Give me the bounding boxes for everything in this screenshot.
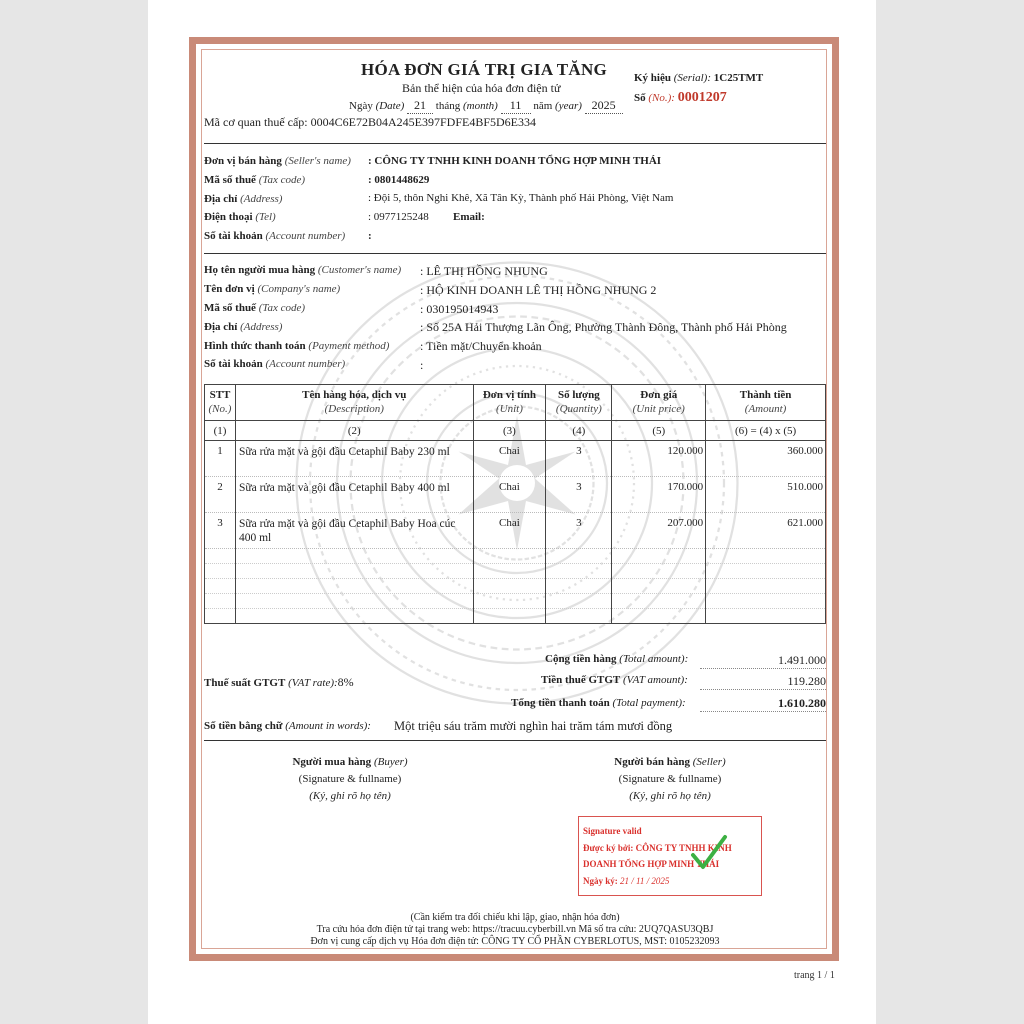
vat-rate-label: Thuế suất GTGT (VAT rate):8% <box>204 675 354 689</box>
header-description: Tên hàng hóa, dịch vụ (Description) <box>235 385 473 421</box>
seller-signature-hint-vi: (Ký, ghi rõ họ tên) <box>629 790 711 802</box>
buyer-tax-code: : 030195014943 <box>420 302 499 316</box>
buyer-name: : LÊ THỊ HỒNG NHUNG <box>420 264 548 278</box>
buyer-company: : HỘ KINH DOANH LÊ THỊ HỒNG NHUNG 2 <box>420 283 657 297</box>
table-row: 3 Sữa rửa mặt và gội đầu Cetaphil Baby Hoa cúc 400 ml Chai 3 207.000 621.000 <box>205 513 826 549</box>
tax-authority-code: Mã cơ quan thuế cấp: 0004C6E72B04A245E397FDFE4BF5D6E334 <box>204 115 536 129</box>
table-row: 2 Sữa rửa mặt và gội đầu Cetaphil Baby 400 ml Chai 3 170.000 510.000 <box>205 477 826 513</box>
seller-account: : <box>368 230 372 242</box>
buyer-address: : Số 25A Hải Thượng Lãn Ông, Phường Thành Đông, Thành phố Hải Phòng <box>420 320 787 334</box>
seller-tax-label: Mã số thuế (Tax code) <box>204 174 306 186</box>
header-unit-price: Đơn giá (Unit price) <box>612 385 706 421</box>
buyer-company-label: Tên đơn vị (Company's name) <box>204 283 341 295</box>
invoice-date: Ngày (Date) 21 tháng (month) 11 năm (year) 2025 <box>349 98 623 114</box>
seller-account-label: Số tài khoản (Account number) <box>204 230 346 242</box>
table-empty-row <box>205 609 826 624</box>
divider <box>204 253 826 254</box>
vat-amount-value: 119.280 <box>700 674 826 690</box>
invoice-number: Số (No.): 0001207 <box>634 90 727 105</box>
divider <box>204 143 826 144</box>
buyer-address-label: Địa chỉ (Address) <box>204 321 283 333</box>
seller-signature-title: Người bán hàng (Seller) <box>614 756 726 768</box>
buyer-payment: : Tiền mặt/Chuyển khoản <box>420 339 542 353</box>
check-icon <box>689 833 729 873</box>
seller-email-label: Email: <box>453 211 485 223</box>
seller-tax-code: : 0801448629 <box>368 174 430 186</box>
date-year: 2025 <box>585 98 623 114</box>
footer-provider: Đơn vị cung cấp dịch vụ Hóa đơn điện tử: CÔNG TY CỔ PHẦN CYBERLOTUS, MST: 0105232093 <box>310 936 720 947</box>
seller-tel-label: Điện thoại (Tel) <box>204 211 276 223</box>
seller-name: : CÔNG TY TNHH KINH DOANH TỔNG HỢP MINH THÁI <box>368 155 662 167</box>
seller-signature-hint-en: (Signature & fullname) <box>618 773 722 785</box>
buyer-account-label: Số tài khoản (Account number) <box>204 358 346 370</box>
buyer-signature-hint-vi: (Ký, ghi rõ họ tên) <box>309 790 391 802</box>
seller-address-label: Địa chỉ (Address) <box>204 193 283 205</box>
date-day: 21 <box>407 98 433 114</box>
seller-tel: : 0977125248 <box>368 211 429 223</box>
subtotal-value: 1.491.000 <box>700 653 826 669</box>
total-payment-value: 1.610.280 <box>700 696 826 712</box>
invoice-subtitle: Bản thể hiện của hóa đơn điện tử <box>402 81 561 95</box>
invoice-serial: Ký hiệu (Serial): 1C25TMT <box>634 72 764 84</box>
digital-signature-box <box>578 816 762 896</box>
date-month: 11 <box>501 98 531 114</box>
table-index-row: (1) (2) (3) (4) (5) (6) = (4) x (5) <box>205 421 826 441</box>
seller-address: : Đội 5, thôn Nghi Khê, Xã Tân Kỳ, Thành phố Hải Phòng, Việt Nam <box>368 192 674 204</box>
amount-in-words-label: Số tiền bằng chữ (Amount in words): <box>204 720 371 732</box>
invoice-title: HÓA ĐƠN GIÁ TRỊ GIA TĂNG <box>361 60 608 79</box>
vat-amount-label: Tiền thuế GTGT (VAT amount): <box>541 674 688 686</box>
page-number: trang 1 / 1 <box>794 970 835 981</box>
items-table <box>204 384 826 624</box>
buyer-payment-label: Hình thức thanh toán (Payment method) <box>204 340 390 352</box>
amount-in-words: Một triệu sáu trăm mười nghìn hai trăm tám mươi đồng <box>394 719 673 733</box>
header-amount: Thành tiền (Amount) <box>706 385 826 421</box>
buyer-signature-title: Người mua hàng (Buyer) <box>292 756 408 768</box>
footer-lookup: Tra cứu hóa đơn điện tử tại trang web: https://tracuu.cyberbill.vn Mã số tra cứu: 2UQ7QASU3QBJ <box>316 924 714 935</box>
signed-by-line2: DOANH TỔNG HỢP MINH THÁI <box>583 859 720 869</box>
table-empty-row <box>205 594 826 609</box>
subtotal-label: Cộng tiền hàng (Total amount): <box>545 653 689 665</box>
seller-name-label: Đơn vị bán hàng (Seller's name) <box>204 155 351 167</box>
buyer-name-label: Họ tên người mua hàng (Customer's name) <box>204 264 402 276</box>
total-payment-label: Tổng tiền thanh toán (Total payment): <box>511 697 686 709</box>
table-header-row <box>205 385 826 421</box>
signature-valid-text: Signature valid <box>583 826 642 836</box>
signed-date: Ngày ký: 21 / 11 / 2025 <box>583 876 670 886</box>
table-empty-row <box>205 549 826 564</box>
header-no: STT (No.) <box>205 385 236 421</box>
signed-by-line1: Được ký bởi: CÔNG TY TNHH KINH <box>583 843 732 853</box>
table-empty-row <box>205 564 826 579</box>
buyer-tax-label: Mã số thuế (Tax code) <box>204 302 306 314</box>
header-quantity: Số lượng (Quantity) <box>546 385 612 421</box>
divider <box>204 740 826 741</box>
buyer-account: : <box>420 358 424 372</box>
header-unit: Đơn vị tính (Unit) <box>473 385 546 421</box>
table-empty-row <box>205 579 826 594</box>
table-row: 1 Sữa rửa mặt và gội đầu Cetaphil Baby 230 ml Chai 3 120.000 360.000 <box>205 441 826 477</box>
footer-note: (Cần kiểm tra đối chiếu khi lập, giao, nhận hóa đơn) <box>410 912 620 923</box>
buyer-signature-hint-en: (Signature & fullname) <box>298 773 402 785</box>
